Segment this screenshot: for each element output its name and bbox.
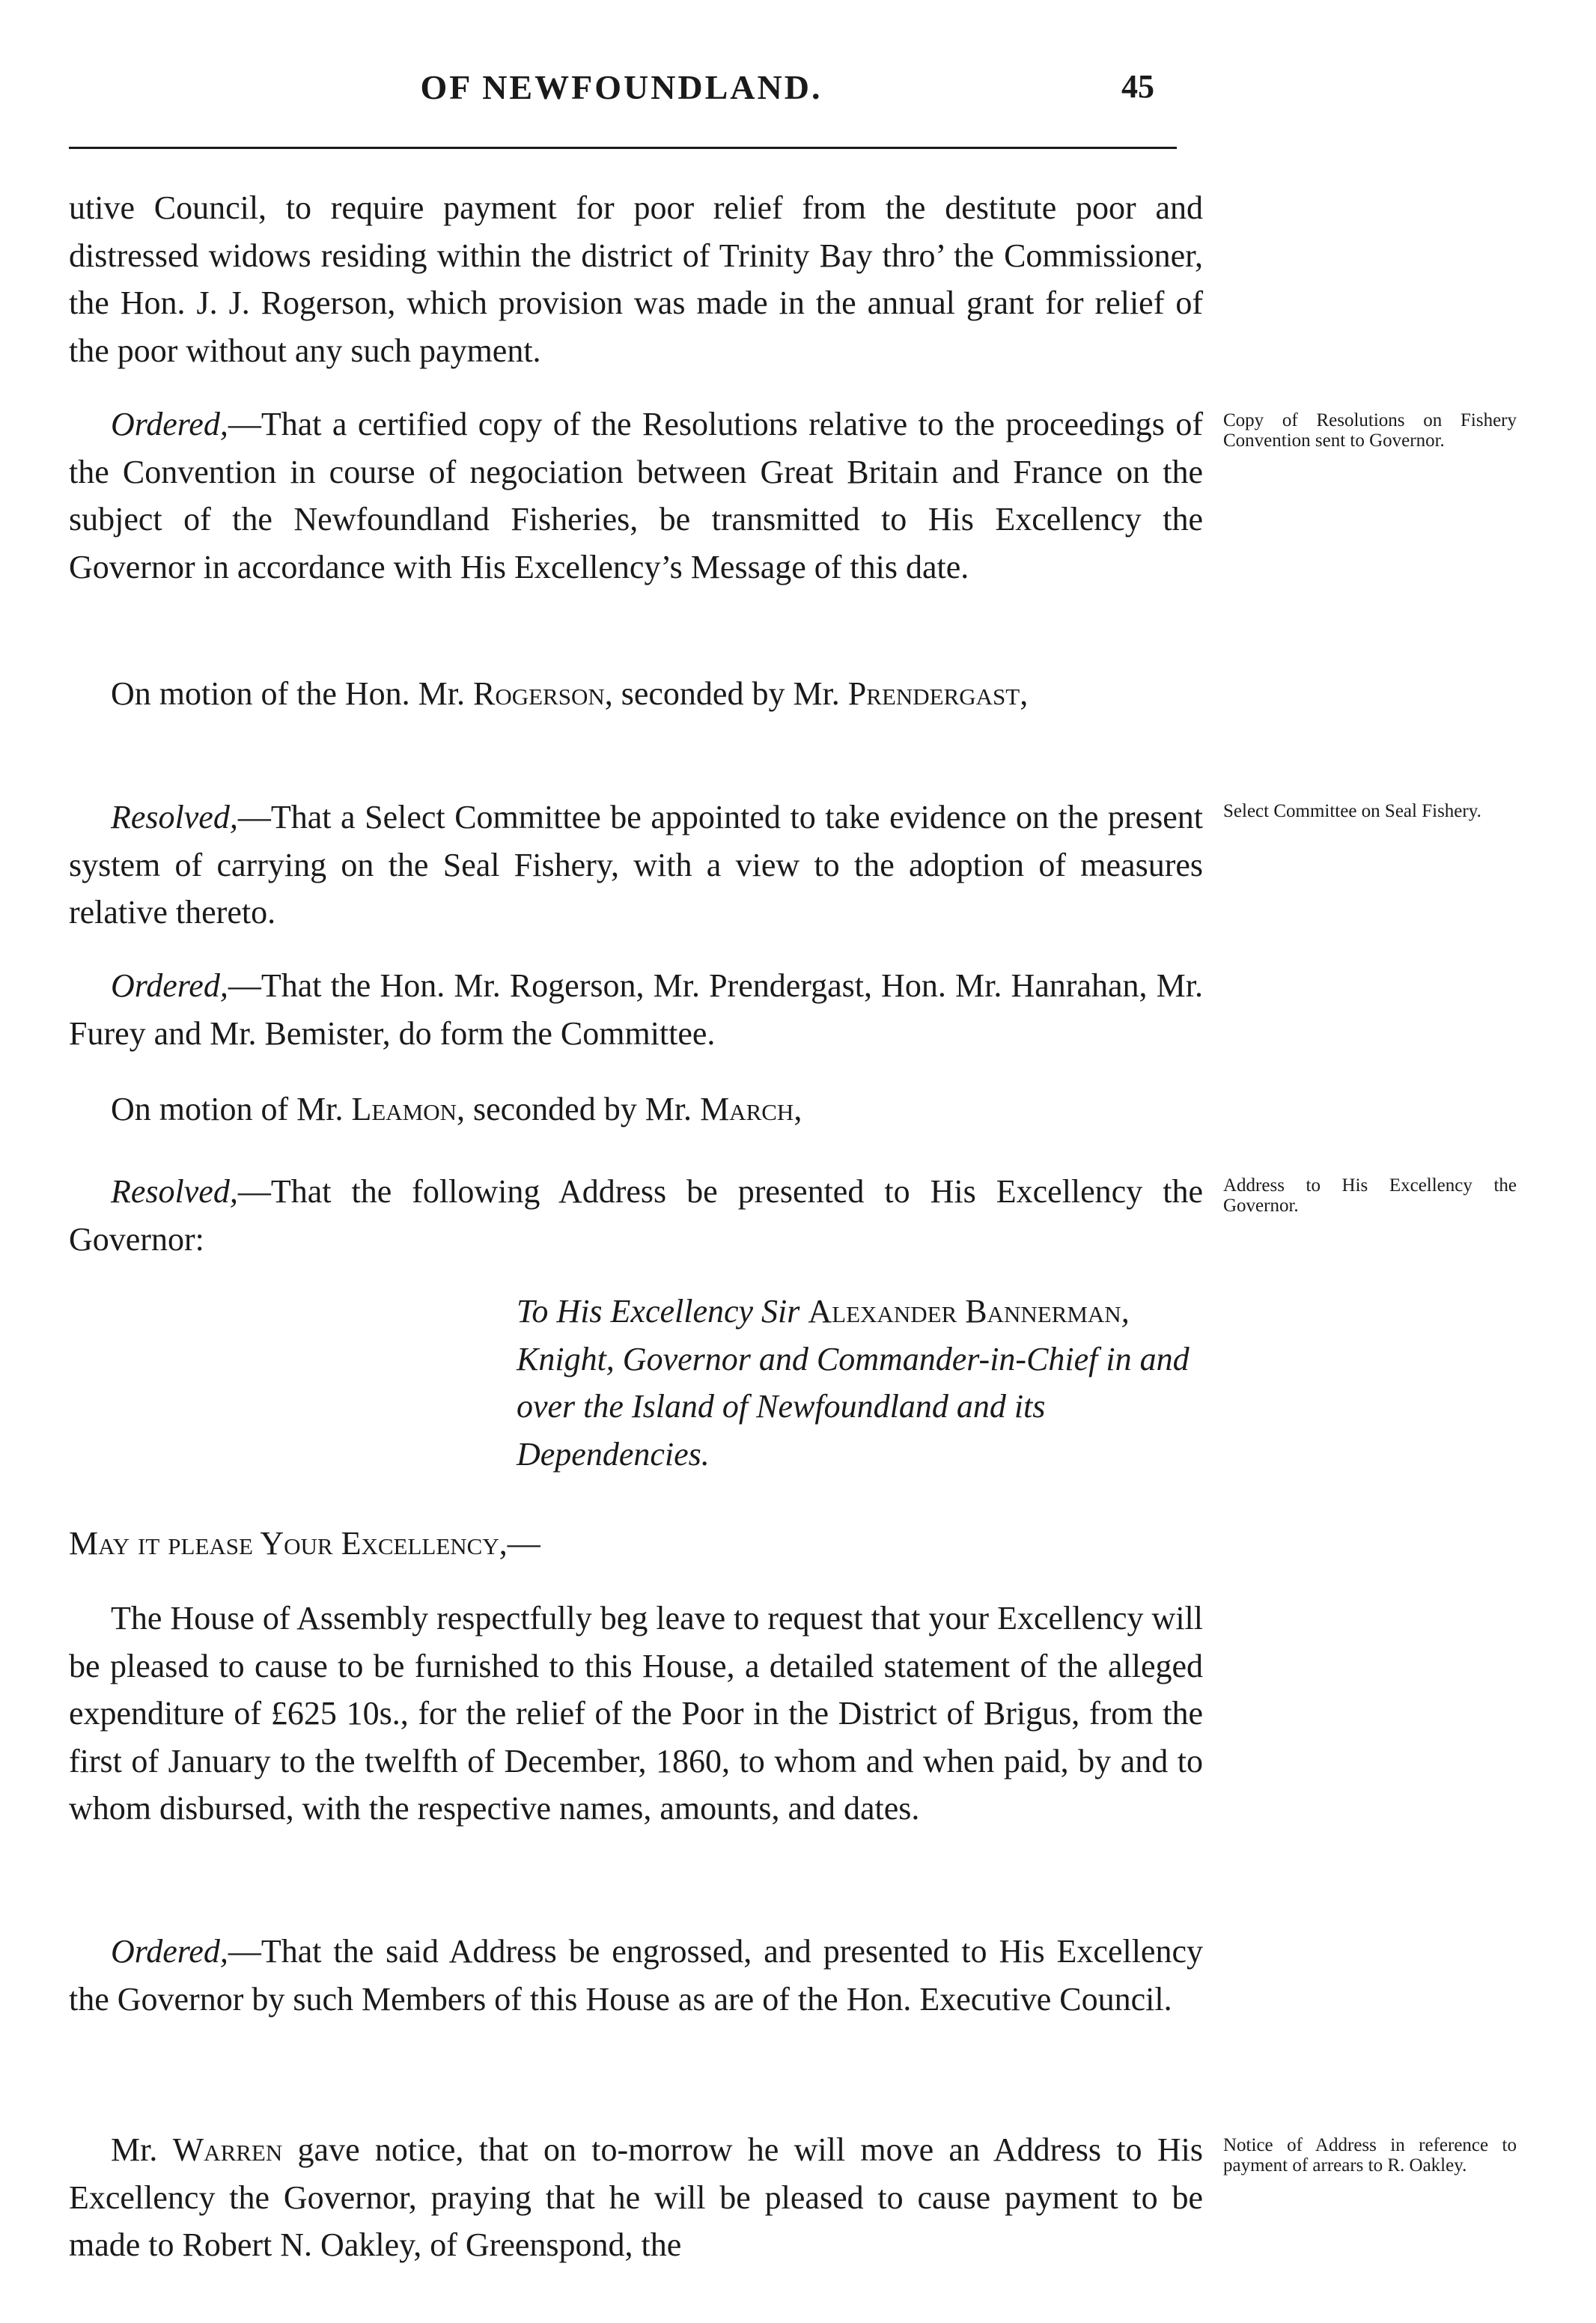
- page-number: 45: [1121, 68, 1154, 105]
- margin-note-copy-resolutions: Copy of Resolutions on Fishery Convention sent to Governor.: [1223, 410, 1517, 451]
- address-salutation-block: [517, 1288, 1205, 1478]
- paragraph-text: —That the following Address be presented to His Excellency the Governor:: [69, 1173, 1203, 1258]
- margin-note-select-committee: Select Committee on Seal Fishery.: [1223, 801, 1481, 821]
- paragraph-resolved-committee: [69, 794, 1203, 937]
- resolved-lead: Resolved,: [111, 1173, 238, 1210]
- margin-note-address-governor: Address to His Excellency the Governor.: [1223, 1175, 1517, 1216]
- paragraph-text: utive Council, to require payment for poor relief from the destitute poor and distressed widows residing within the district of Trinity Bay thro’ the Commissioner, the Hon. J. J. Rogerson, which provision was made in the annual grant for relief of the poor without any such payment.: [69, 189, 1203, 369]
- motion-text: ,: [1020, 675, 1029, 712]
- resolved-lead: Resolved,: [111, 799, 238, 835]
- paragraph-ordered-committee: [69, 962, 1203, 1057]
- ordered-lead: Ordered,: [111, 967, 228, 1004]
- governor-name: Alexander Bannerman: [808, 1293, 1121, 1330]
- salutation: [69, 1520, 1203, 1568]
- paragraph-text: —That the Hon. Mr. Rogerson, Mr. Prendergast, Hon. Mr. Hanrahan, Mr. Furey and Mr. Bemister, do form the Committee.: [69, 967, 1203, 1052]
- paragraph-text: —That a certified copy of the Resolutions relative to the proceedings of the Convention in course of negociation between Great Britain and France on the subject of the Newfoundland Fisheries, be transmitted to His Excellency the Governor in accordance with His Excellency’s Message of this date.: [69, 406, 1203, 585]
- paragraph-resolved-address: [69, 1168, 1203, 1263]
- paragraph-motion-leamon: [69, 1086, 1203, 1133]
- member-name: Rogerson: [472, 675, 605, 712]
- paragraph-request: [69, 1595, 1203, 1833]
- motion-text: ,: [794, 1091, 802, 1127]
- member-name: Warren: [172, 2131, 283, 2168]
- notice-text: Mr.: [111, 2131, 173, 2168]
- paragraph-ordered-copy: [69, 401, 1203, 591]
- paragraph-text: —That the said Address be engrossed, and presented to His Excellency the Governor by such Members of this House as are of the Hon. Executive Council.: [69, 1933, 1203, 2018]
- motion-text: On motion of the Hon. Mr.: [111, 675, 473, 712]
- address-text: To His Excellency Sir: [517, 1293, 808, 1330]
- ordered-lead: Ordered,: [111, 1933, 228, 1970]
- margin-note-notice-address: Notice of Address in reference to payment of arrears to R. Oakley.: [1223, 2135, 1517, 2176]
- motion-text: On motion of Mr.: [111, 1091, 352, 1127]
- member-name: Leamon: [351, 1091, 457, 1127]
- paragraph-notice-warren: [69, 2126, 1203, 2269]
- paragraph-motion-rogerson: [69, 670, 1203, 718]
- address-text: , Knight, Governor and Commander-in-Chief in and over the Island of Newfoundland and its Dependencies.: [517, 1293, 1190, 1473]
- paragraph-ordered-engrossed: [69, 1928, 1203, 2023]
- notice-text: gave notice, that on to-morrow he will move an Address to His Excellency the Governor, praying that he will be pleased to cause payment to be made to Robert N. Oakley, of Greenspond, the: [69, 2131, 1203, 2263]
- salutation-text: May it please Your Excellency,—: [69, 1525, 540, 1562]
- member-name: Prendergast: [847, 675, 1020, 712]
- motion-text: , seconded by Mr.: [457, 1091, 701, 1127]
- paragraph-continuation: [69, 184, 1203, 374]
- member-name: March: [700, 1091, 794, 1127]
- header-rule: [69, 147, 1177, 149]
- ordered-lead: Ordered,: [111, 406, 228, 442]
- running-title: OF NEWFOUNDLAND.: [420, 68, 823, 106]
- paragraph-text: The House of Assembly respectfully beg leave to request that your Excellency will be pleased to cause to be furnished to this House, a detailed statement of the alleged expenditure of £625 10s., for the relief of the Poor in the District of Brigus, from the first of January to the twelfth of December, 1860, to whom and when paid, by and to whom disbursed, with the respective names, amounts, and dates.: [69, 1600, 1203, 1827]
- paragraph-text: —That a Select Committee be appointed to take evidence on the present system of carrying on the Seal Fishery, with a view to the adoption of measures relative thereto.: [69, 799, 1203, 931]
- motion-text: , seconded by Mr.: [604, 675, 848, 712]
